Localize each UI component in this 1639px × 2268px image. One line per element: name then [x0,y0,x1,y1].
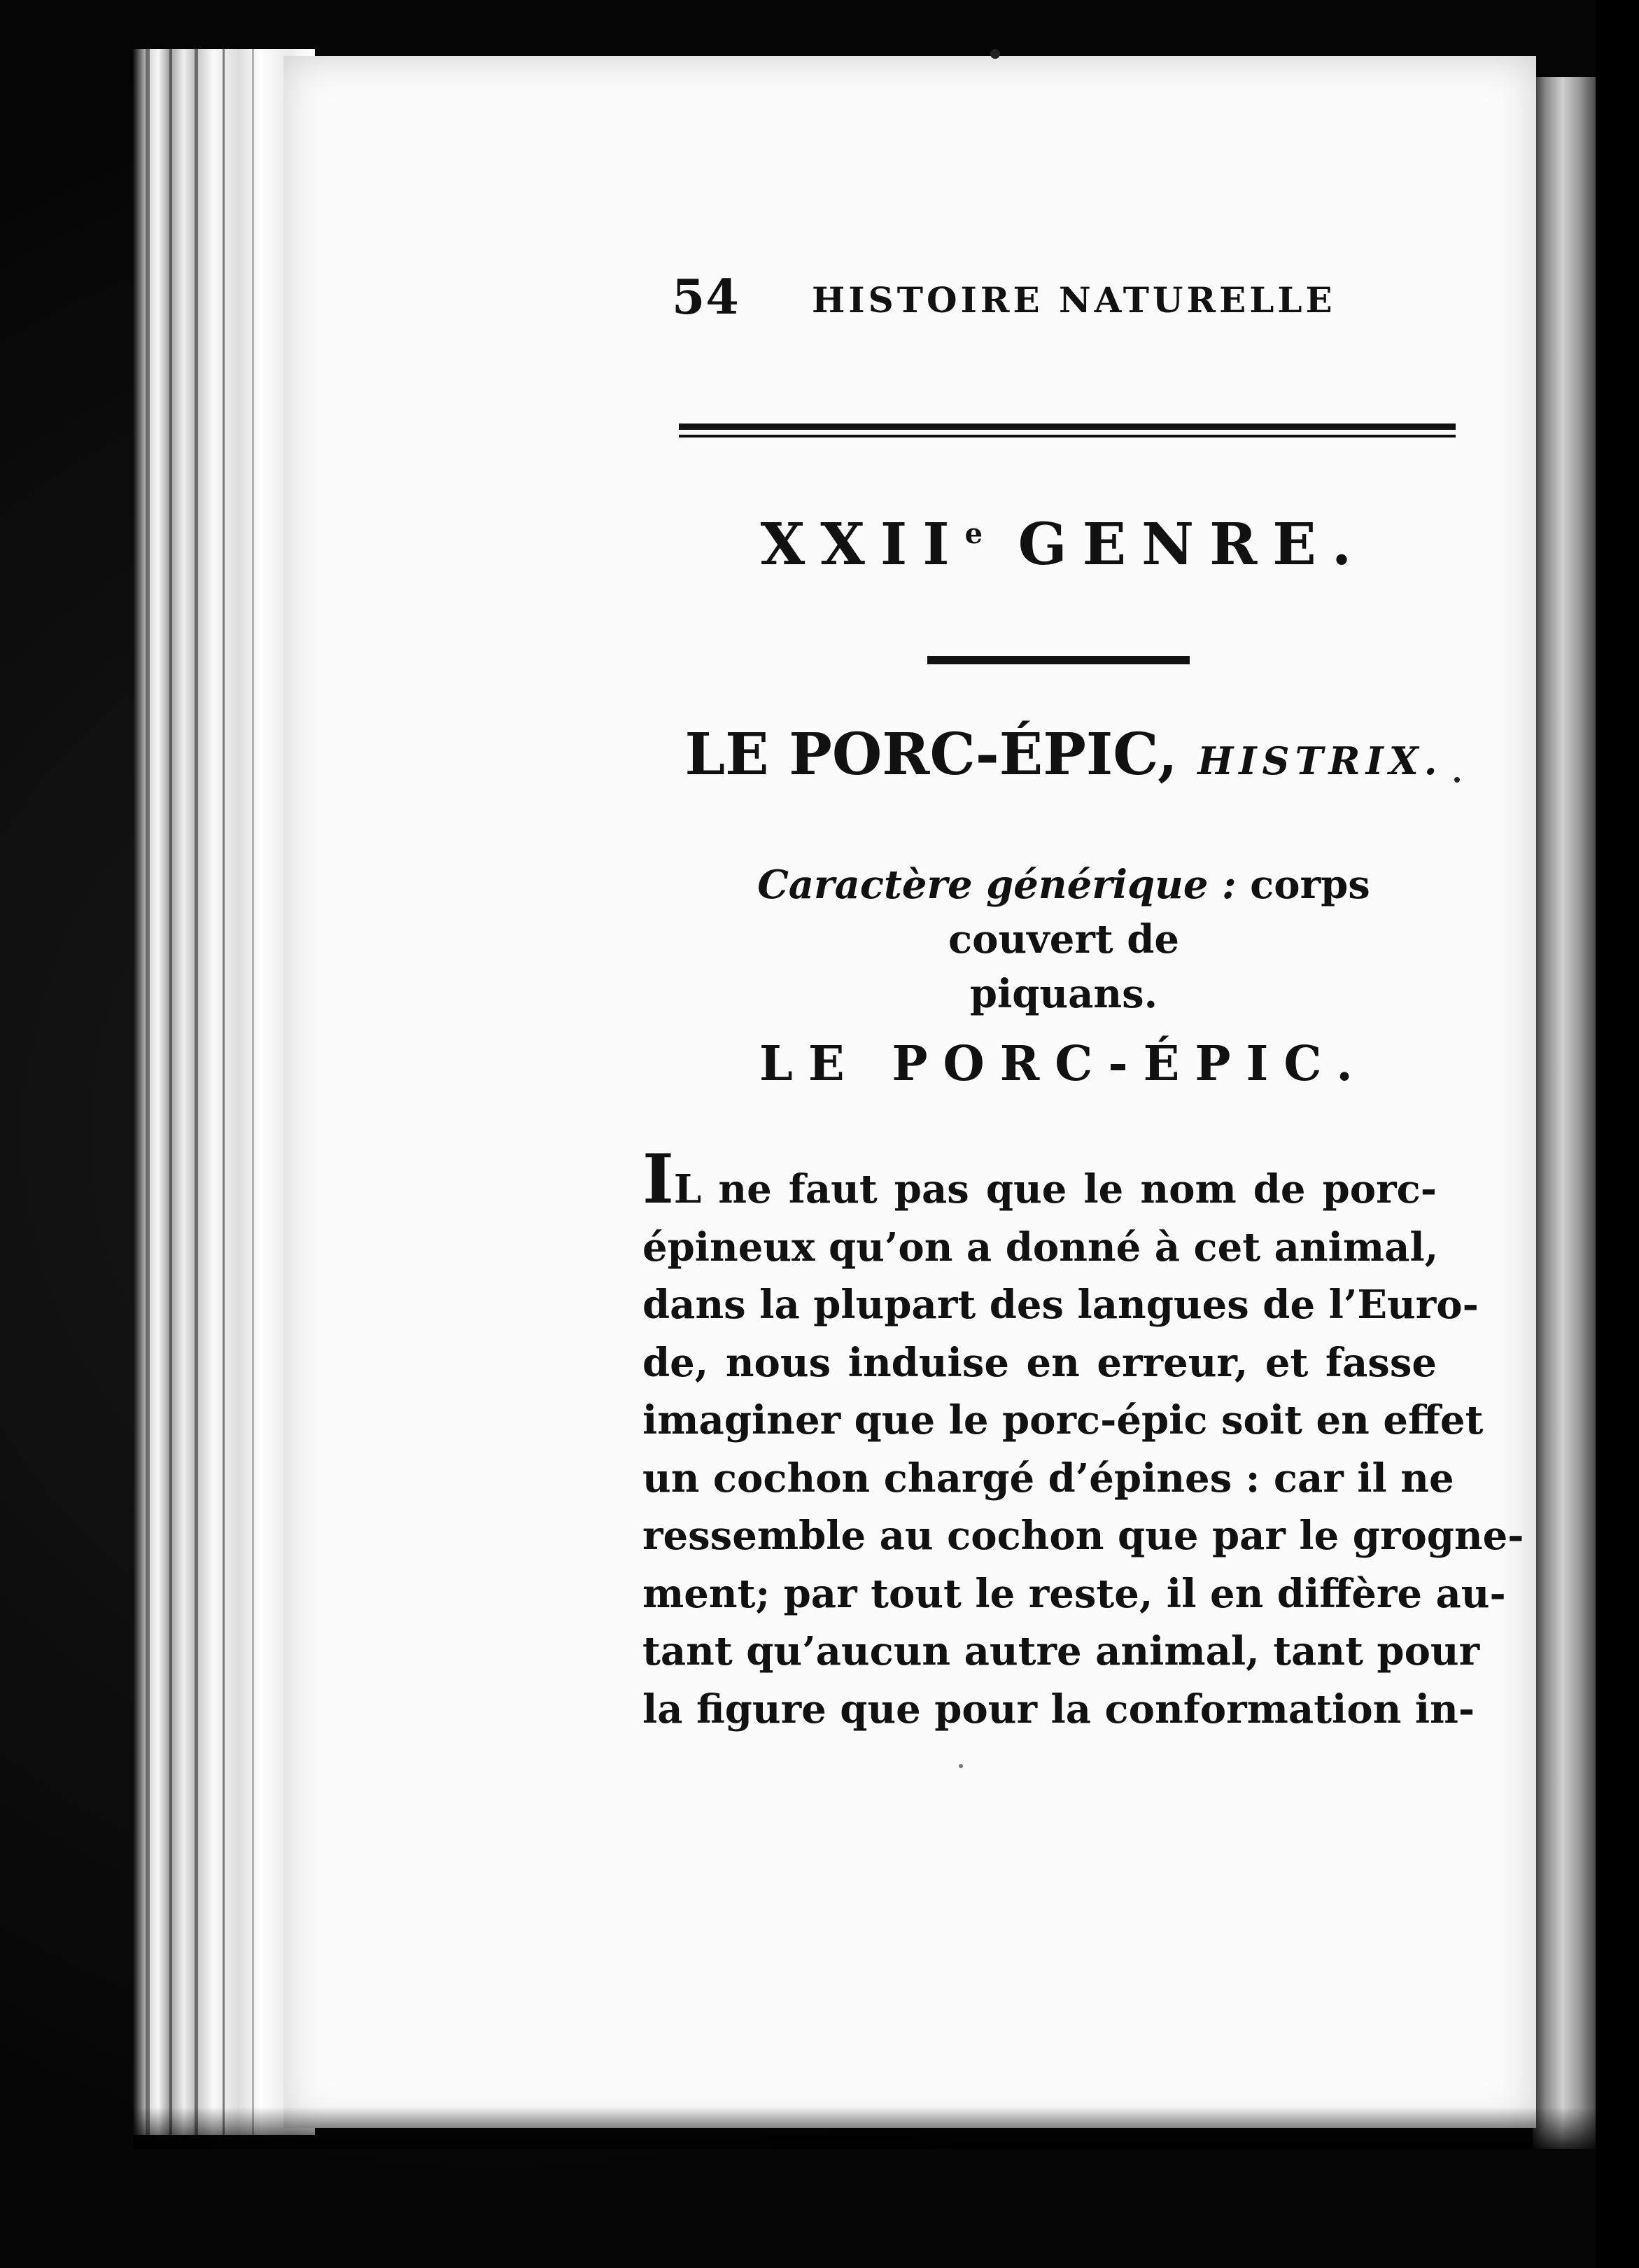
running-head-title: HISTOIRE NATURELLE [812,279,1336,321]
page-bottom-shadow [133,2107,1603,2149]
scan-speck [959,1764,963,1768]
body-paragraph [642,1140,1524,1738]
book-page [283,56,1536,2128]
body-line: tant qu’aucun autre animal, tant pour [642,1628,1480,1674]
body-line-text: L ne faut pas que le nom de porc- [673,1166,1437,1212]
section-subheading: LE PORC-ÉPIC. [759,1036,1368,1092]
body-line: la figure que pour la conformation in- [642,1686,1475,1732]
double-rule-divider [679,424,1456,440]
page-edge-line [146,49,150,2135]
genre-numeral: XXII [760,511,965,578]
page-number: 54 [672,270,740,326]
page-edge-line [223,49,225,2135]
scan-border-right [1596,0,1639,2268]
page-edge-line [169,49,172,2135]
body-line: imaginer que le porc-épic soit en effet [642,1397,1484,1443]
running-head [672,270,1344,326]
rule-thick [679,424,1456,430]
generic-character-text-line1: corps couvert de [948,862,1370,962]
species-latin-name: HISTRIX. [1197,738,1443,783]
page-edge-line [252,49,254,2135]
rule-thin [679,435,1456,438]
body-line: épineux qu’on a donné à cet animal, [642,1224,1439,1270]
body-line: ressemble au cochon que par le grogne- [642,1513,1524,1559]
genre-heading [672,511,1456,578]
body-line: un cochon chargé d’épines : car il ne [642,1455,1454,1502]
scan-speck [990,49,1000,59]
species-title [672,721,1456,788]
generic-character-text-line2: piquans. [969,971,1158,1017]
page-edge-line [195,49,198,2135]
body-line: dans la plupart des langues de l’Euro- [642,1282,1479,1328]
generic-character-label: Caractère générique : [757,862,1237,908]
body-line: ment; par tout le reste, il en diffère au- [642,1570,1506,1617]
facing-page-edge [1533,77,1599,2149]
body-line [642,1140,1437,1219]
short-rule-divider [927,656,1190,664]
scan-speck [1454,777,1460,783]
body-line: de, nous induise en erreur, et fasse [642,1339,1437,1386]
genre-superscript: e [964,517,983,550]
species-name: LE PORC-ÉPIC, [684,721,1178,788]
generic-character [668,858,1459,1021]
drop-cap: I [642,1140,674,1219]
genre-word: GENRE. [1018,511,1367,578]
